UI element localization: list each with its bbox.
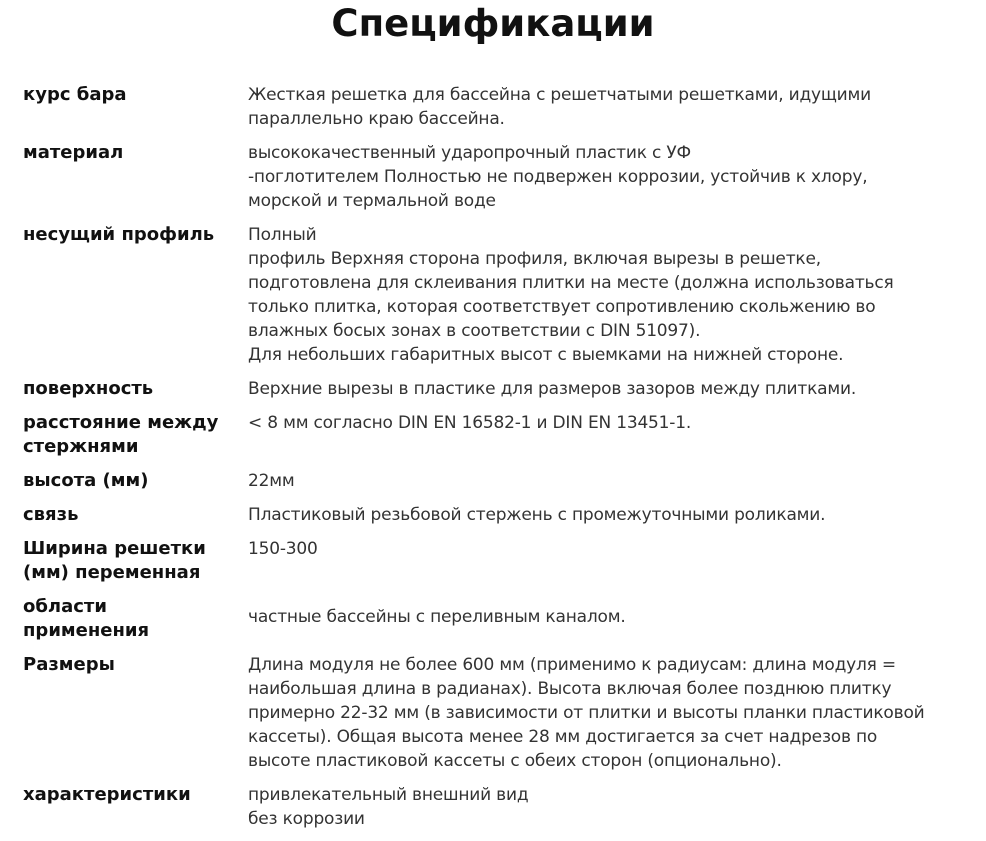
spec-value: привлекательный внешний вид без коррозии xyxy=(248,785,529,829)
spec-value: 22мм xyxy=(248,471,295,491)
spec-label: материал xyxy=(23,142,124,163)
spec-label: курс бара xyxy=(23,84,127,105)
spec-value: высококачественный ударопрочный пластик с УФ -поглотителем Полностью не подвержен коррозии, устойчив к хлору, морской и термальной воде xyxy=(248,143,868,211)
spec-label: связь xyxy=(23,504,79,525)
spec-row-material xyxy=(23,141,973,213)
spec-row-surface xyxy=(23,377,973,401)
spec-row-connection xyxy=(23,503,973,527)
spec-label: Размеры xyxy=(23,654,115,675)
spec-label: поверхность xyxy=(23,378,154,399)
spec-row-bearing-profile xyxy=(23,223,973,367)
spec-row-characteristics xyxy=(23,783,973,831)
spec-label: характеристики xyxy=(23,784,191,805)
spec-label: Ширина решетки (мм) переменная xyxy=(23,538,206,583)
spec-value: Полный профиль Верхняя сторона профиля, включая вырезы в решетке, подготовлена для склеивания плитки на месте (должна использоваться только плитка, которая соответствует сопротивлению скольжению во влажных босых зонах в соответствии с DIN 51097). Для небольших габаритных высот с выемками на нижней стороне. xyxy=(248,225,894,365)
spec-row-application-areas xyxy=(23,595,973,643)
spec-value: < 8 мм согласно DIN EN 16582-1 и DIN EN 13451-1. xyxy=(248,413,692,433)
spec-label: расстояние между стержнями xyxy=(23,412,219,457)
spec-value: Верхние вырезы в пластике для размеров зазоров между плитками. xyxy=(248,379,857,399)
spec-list xyxy=(23,83,973,841)
spec-value: частные бассейны с переливным каналом. xyxy=(248,607,626,627)
spec-label: высота (мм) xyxy=(23,470,149,491)
spec-value: Жесткая решетка для бассейна с решетчатыми решетками, идущими параллельно краю бассейна. xyxy=(248,85,871,129)
spec-row-height xyxy=(23,469,973,493)
spec-row-grate-width xyxy=(23,537,973,585)
spec-value: Длина модуля не более 600 мм (применимо к радиусам: длина модуля = наибольшая длина в радианах). Высота включая более позднюю плитку примерно 22-32 мм (в зависимости от плитки и высоты планки пластиковой кассеты). Общая высота менее 28 мм достигается за счет надрезов по высоте пластиковой кассеты с обеих сторон (опционально). xyxy=(248,655,925,771)
spec-label: области применения xyxy=(23,596,150,641)
page-title: Спецификации xyxy=(331,2,655,45)
spec-value: Пластиковый резьбовой стержень с промежуточными роликами. xyxy=(248,505,826,525)
spec-row-bar-course xyxy=(23,83,973,131)
spec-row-bar-spacing xyxy=(23,411,973,459)
spec-value: 150-300 xyxy=(248,539,318,559)
spec-row-dimensions xyxy=(23,653,973,773)
spec-label: несущий профиль xyxy=(23,224,215,245)
